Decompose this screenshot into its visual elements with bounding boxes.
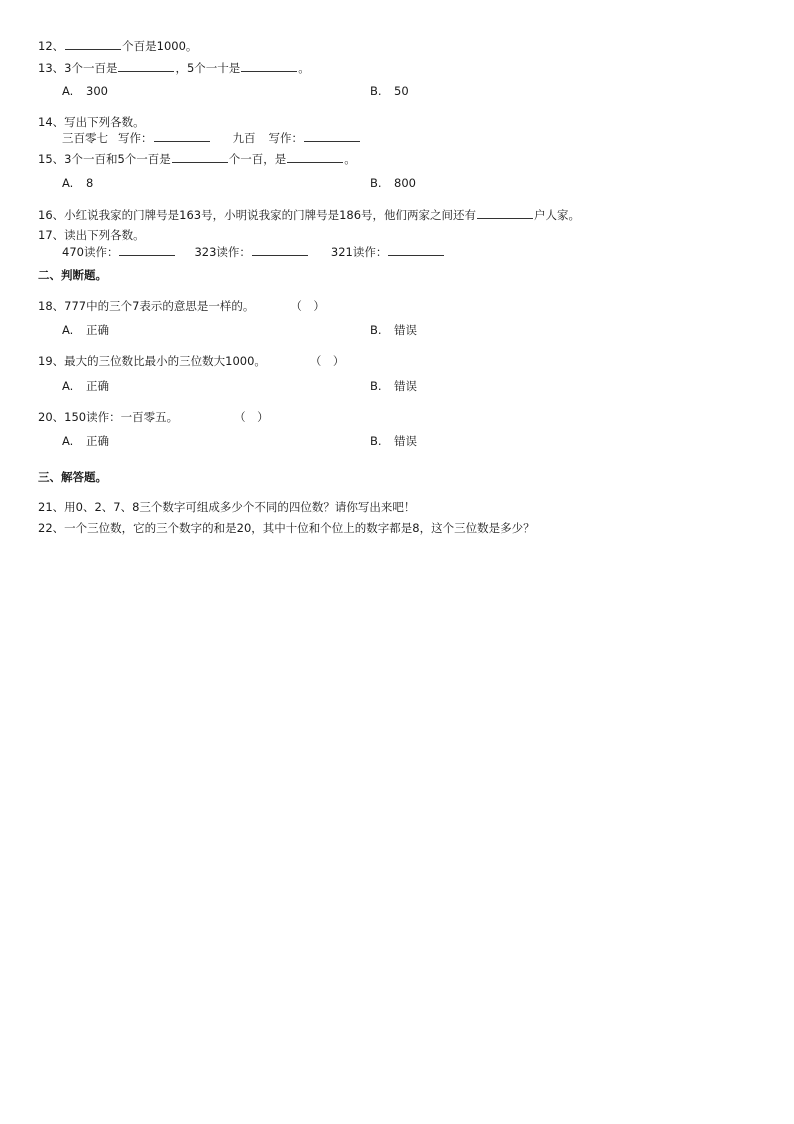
answer-blank[interactable] [172, 151, 228, 163]
question-text: 写出下列各数。 [64, 115, 145, 129]
answer-blank[interactable] [388, 244, 444, 256]
question-number: 16、 [38, 208, 65, 222]
option-b[interactable] [370, 84, 409, 99]
answer-blank[interactable] [252, 244, 308, 256]
answer-blank[interactable] [119, 244, 175, 256]
answer-blank[interactable] [154, 130, 210, 142]
section-heading-true-false: 二、判断题。 [38, 268, 107, 282]
question-number: 12、 [38, 39, 65, 53]
question-number: 14、 [38, 115, 65, 129]
option-letter: B. [370, 434, 382, 448]
answer-blank[interactable] [241, 60, 297, 72]
option-letter: A. [62, 323, 74, 337]
question-number: 18、 [38, 299, 65, 313]
answer-blank[interactable] [477, 207, 533, 219]
question-text: 。 [344, 152, 356, 166]
option-text: 8 [86, 176, 94, 190]
option-text: 错误 [394, 323, 417, 337]
option-a[interactable] [62, 176, 93, 191]
option-text: 错误 [394, 434, 417, 448]
option-a[interactable] [62, 379, 109, 394]
question-12 [38, 38, 197, 54]
item-number: 323 [194, 245, 217, 259]
question-number: 19、 [38, 354, 65, 368]
item-label: 读作： [216, 245, 251, 259]
answer-blank[interactable] [287, 151, 343, 163]
option-text: 正确 [86, 379, 109, 393]
option-letter: A. [62, 379, 74, 393]
question-number: 21、 [38, 500, 65, 514]
option-letter: A. [62, 176, 74, 190]
question-17 [38, 228, 145, 243]
question-number: 15、 [38, 152, 65, 166]
answer-parentheses[interactable]: （ ） [234, 410, 269, 424]
question-19 [38, 354, 344, 369]
question-22 [38, 521, 535, 536]
question-text: 一个三位数，它的三个数字的和是20，其中十位和个位上的数字都是8，这个三位数是多少？ [64, 521, 535, 535]
question-text: 小红说我家的门牌号是163号，小明说我家的门牌号是186号，他们两家之间还有 [64, 208, 477, 222]
question-text: 个一百，是 [228, 152, 287, 166]
item-number: 470 [62, 245, 84, 259]
option-letter: B. [370, 379, 382, 393]
answer-parentheses[interactable]: （ ） [309, 354, 345, 368]
option-text: 300 [86, 84, 108, 98]
option-text: 错误 [394, 379, 417, 393]
question-text: 。 [298, 61, 310, 75]
option-a[interactable] [62, 323, 109, 338]
option-letter: B. [370, 176, 382, 190]
item-label: 写作： [268, 131, 303, 145]
option-a[interactable] [62, 434, 109, 449]
question-text: 个百是1000。 [122, 39, 198, 53]
answer-parentheses[interactable]: （ ） [290, 299, 325, 313]
option-b[interactable] [370, 176, 416, 191]
question-18 [38, 299, 325, 314]
option-text: 正确 [86, 323, 109, 337]
question-13 [38, 60, 310, 76]
option-b[interactable] [370, 434, 417, 449]
answer-blank[interactable] [65, 38, 121, 50]
question-number: 13、 [38, 61, 65, 75]
question-text: 777中的三个7表示的意思是一样的。 [64, 299, 255, 313]
item-number: 321 [330, 245, 353, 259]
item-label: 读作： [352, 245, 388, 259]
question-14 [38, 115, 145, 130]
item-word: 三百零七 [62, 131, 108, 145]
question-number: 20、 [38, 410, 65, 424]
question-number: 22、 [38, 521, 65, 535]
option-b[interactable] [370, 323, 417, 338]
item-word: 九百 [232, 131, 256, 145]
question-20 [38, 410, 269, 425]
item-label: 读作： [83, 245, 119, 259]
option-letter: B. [370, 84, 382, 98]
question-text: 最大的三位数比最小的三位数大1000。 [64, 354, 266, 368]
question-17-items [62, 244, 445, 260]
question-number: 17、 [38, 228, 65, 242]
question-text: 150读作：一百零五。 [64, 410, 179, 424]
option-text: 800 [394, 176, 416, 190]
option-b[interactable] [370, 379, 417, 394]
option-letter: A. [62, 84, 74, 98]
question-text: 3个一百和5个一百是 [64, 152, 171, 166]
question-text: ，5个一十是 [175, 61, 241, 75]
question-15 [38, 151, 356, 167]
question-text: 用0、2、7、8三个数字可组成多少个不同的四位数？请你写出来吧！ [64, 500, 416, 514]
option-text: 50 [394, 84, 409, 98]
question-text: 读出下列各数。 [64, 228, 145, 242]
item-label: 写作： [118, 131, 153, 145]
option-text: 正确 [86, 434, 109, 448]
option-letter: A. [62, 434, 74, 448]
option-letter: B. [370, 323, 382, 337]
question-14-items [62, 130, 361, 146]
question-text: 户人家。 [534, 208, 581, 222]
option-a[interactable] [62, 84, 108, 99]
question-text: 3个一百是 [64, 61, 118, 75]
question-21 [38, 500, 415, 515]
question-16 [38, 207, 580, 223]
answer-blank[interactable] [304, 130, 360, 142]
section-heading-solve: 三、解答题。 [38, 470, 107, 484]
answer-blank[interactable] [118, 60, 174, 72]
